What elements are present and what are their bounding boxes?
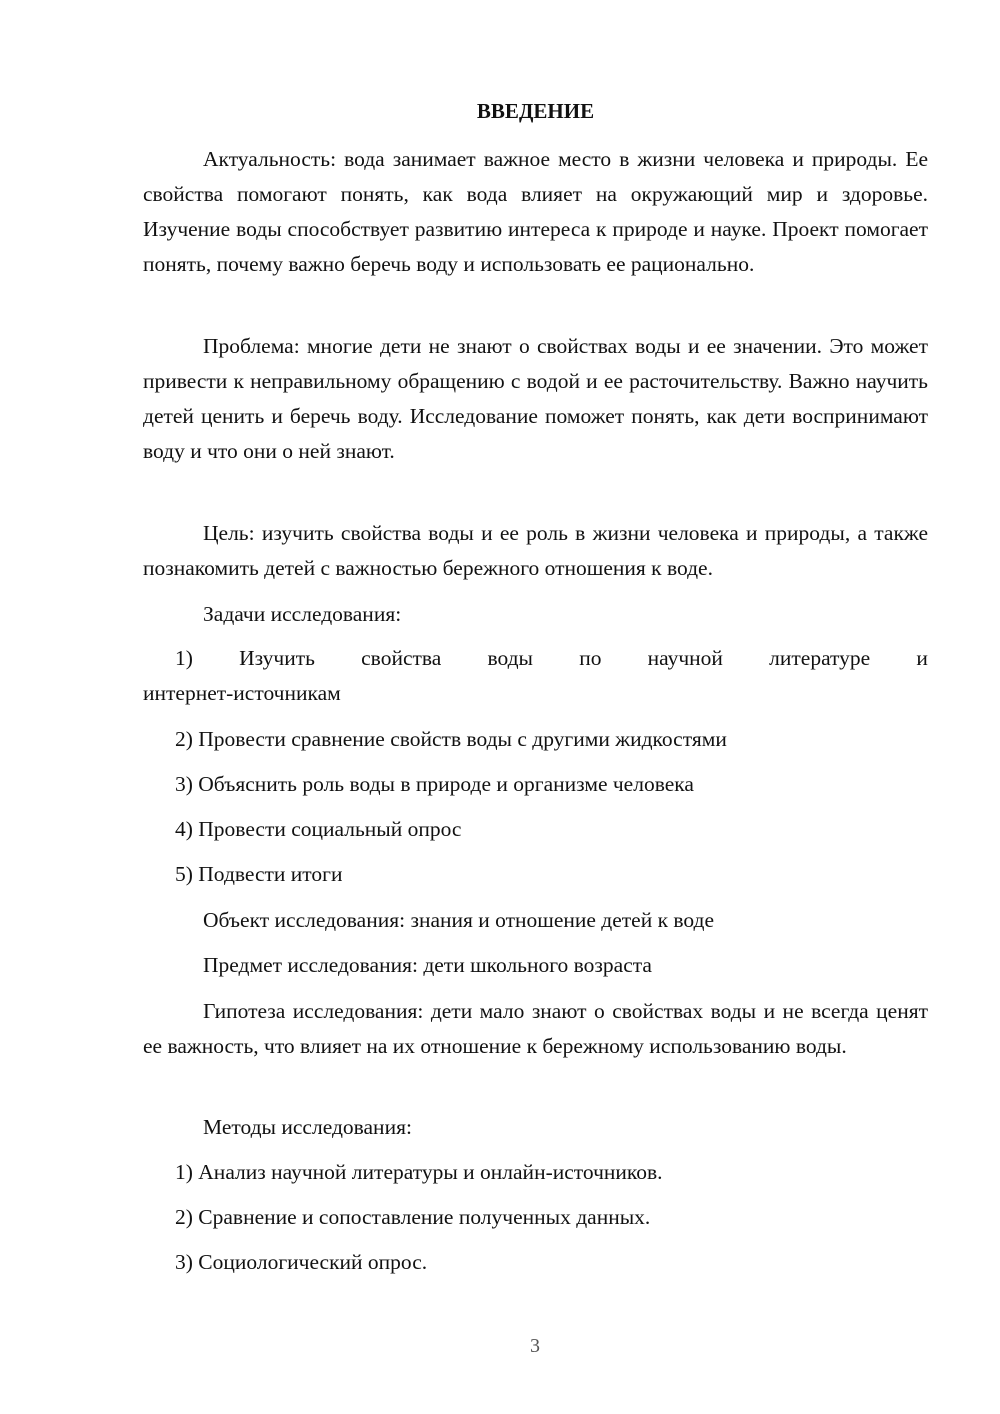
task-1-word: 1): [175, 646, 193, 670]
task-1-word: научной: [647, 646, 723, 670]
goal-paragraph: Цель: изучить свойства воды и ее роль в жизни человека и природы, а также познакомить детей с важностью бережного отношения к воде.: [143, 521, 928, 580]
object-line: Объект исследования: знания и отношение детей к воде: [203, 908, 715, 932]
actuality-paragraph: Актуальность: вода занимает важное место в жизни человека и природы. Ее свойства помогают понять, как вода влияет на окружающий мир и здоровье. Изучение воды способствует развитию интереса к природе и науке. Проект помогает понять, почему важно беречь воду и использовать ее рационально.: [143, 147, 928, 276]
task-1-word: воды: [487, 646, 534, 670]
task-item-2: 2) Провести сравнение свойств воды с другими жидкостями: [175, 727, 727, 751]
subject-line: Предмет исследования: дети школьного возраста: [203, 953, 652, 977]
methods-heading: Методы исследования:: [203, 1115, 412, 1139]
page-number: 3: [530, 1335, 540, 1357]
page-title: ВВЕДЕНИЕ: [476, 99, 595, 123]
task-item-3: 3) Объяснить роль воды в природе и организме человека: [175, 772, 694, 796]
task-1-word: литературе: [769, 646, 871, 670]
task-item-1-first-line: [143, 641, 928, 676]
problem-paragraph: Проблема: многие дети не знают о свойствах воды и ее значении. Это может привести к неправильному обращению с водой и ее расточительству. Важно научить детей ценить и беречь воду. Исследование поможет понять, как дети воспринимают воду и что они о ней знают.: [143, 334, 928, 463]
task-item-4: 4) Провести социальный опрос: [175, 817, 462, 841]
method-item-1: 1) Анализ научной литературы и онлайн-источников.: [175, 1160, 663, 1184]
tasks-heading: Задачи исследования:: [203, 602, 402, 626]
method-item-3: 3) Социологический опрос.: [175, 1250, 428, 1274]
task-1-word: Изучить: [239, 646, 315, 670]
hypothesis-paragraph: Гипотеза исследования: дети мало знают о свойствах воды и не всегда ценят ее важность, что влияет на их отношение к бережному использованию воды.: [143, 999, 928, 1058]
task-1-word: и: [916, 646, 928, 670]
task-item-1-continuation: интернет-источникам: [143, 681, 341, 705]
task-1-word: свойства: [361, 646, 442, 670]
task-item-5: 5) Подвести итоги: [175, 862, 343, 886]
method-item-2: 2) Сравнение и сопоставление полученных данных.: [175, 1205, 651, 1229]
task-1-word: по: [579, 646, 602, 670]
task-item-1: [143, 641, 928, 711]
